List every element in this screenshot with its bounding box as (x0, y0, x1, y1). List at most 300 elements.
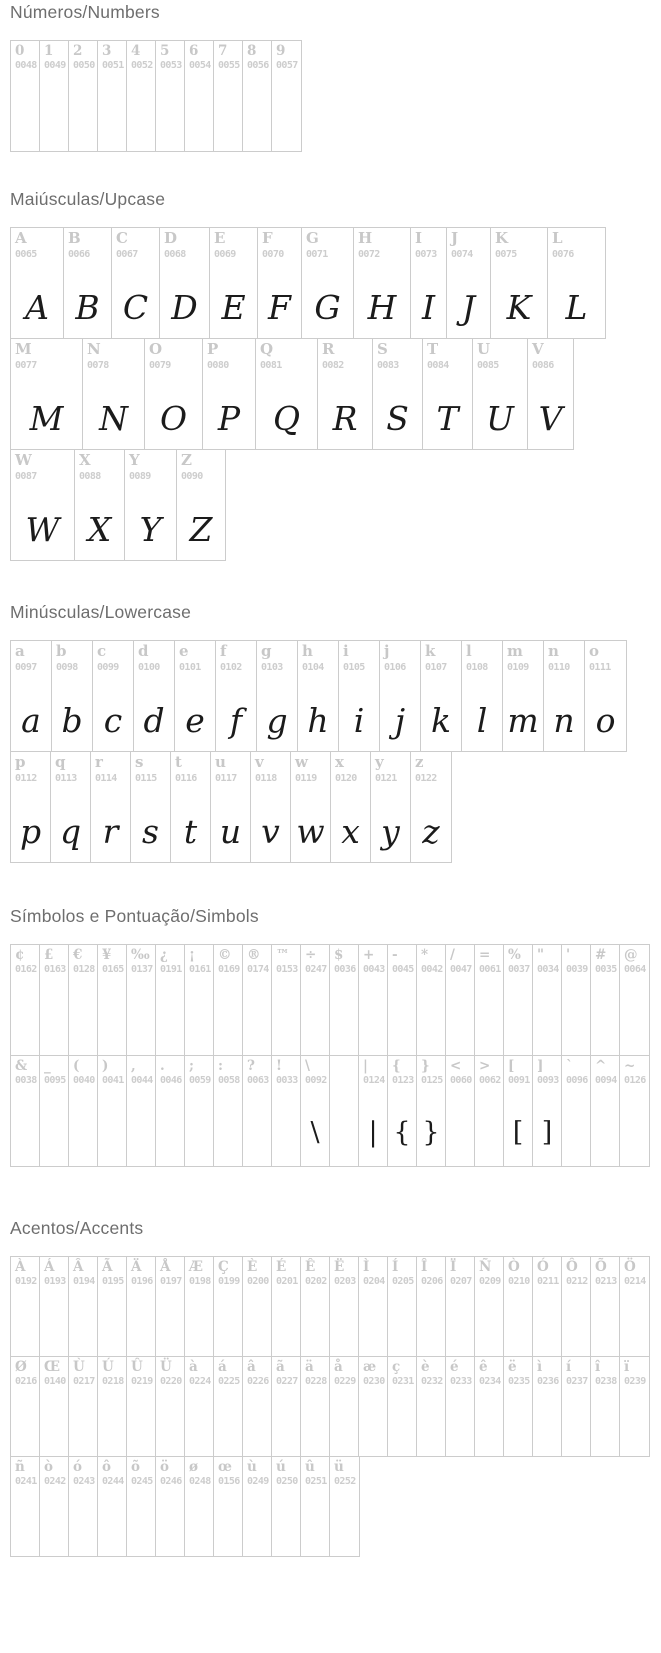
glyph-cell-code: 0096 (566, 1075, 588, 1087)
glyph-cell (620, 945, 649, 1055)
glyph-preview: V (538, 399, 563, 438)
glyph-preview: D (171, 288, 198, 327)
glyph-cell (411, 752, 451, 862)
glyph-cell-char: [ (508, 1058, 515, 1074)
glyph-cell (371, 752, 411, 862)
glyph-cell-code: 0200 (247, 1276, 269, 1288)
glyph-cell (591, 1357, 620, 1456)
glyph-cell (69, 1357, 98, 1456)
glyph-cell-code: 0249 (247, 1476, 269, 1488)
glyph-cell-char: å (334, 1359, 343, 1375)
glyph-cell (446, 1056, 475, 1166)
glyph-cell (69, 1457, 98, 1556)
glyph-cell (620, 1056, 649, 1166)
glyph-cell (301, 1257, 330, 1356)
glyph-preview: h (307, 701, 329, 740)
glyph-cell-char: j (384, 642, 390, 660)
glyph-cell-code: 0226 (247, 1376, 269, 1388)
glyph-cell-char: b (56, 642, 67, 660)
glyph-preview: Q (272, 399, 301, 438)
glyph-cell (69, 41, 98, 151)
glyph-preview: Z (189, 510, 213, 549)
glyph-cell-char: u (215, 753, 226, 771)
glyph-cell (272, 945, 301, 1055)
glyph-cell (185, 1357, 214, 1456)
glyph-preview: F (268, 288, 291, 327)
glyph-cell (533, 1357, 562, 1456)
glyph-cell (98, 1056, 127, 1166)
glyph-cell (160, 228, 210, 338)
glyph-cell-code: 0140 (44, 1376, 66, 1388)
glyph-preview: I (421, 288, 436, 327)
glyph-cell-char: * (421, 947, 429, 963)
glyph-cell (127, 41, 156, 151)
section-lowercase (10, 602, 651, 863)
glyph-cell-char: < (450, 1058, 462, 1074)
glyph-cell-code: 0224 (189, 1376, 211, 1388)
glyph-cell-code: 0227 (276, 1376, 298, 1388)
glyph-preview: o (595, 701, 616, 740)
glyph-cell-char: Ò (508, 1259, 520, 1275)
glyph-cell-char: € (73, 947, 83, 963)
glyph-cell-code: 0063 (247, 1075, 269, 1087)
glyph-cell (69, 1056, 98, 1166)
glyph-cell (112, 228, 160, 338)
glyph-cell (388, 1357, 417, 1456)
glyph-preview: j (394, 701, 406, 740)
glyph-cell-char: z (415, 753, 424, 771)
glyph-cell-char: J (451, 229, 459, 247)
glyph-cell-char: T (427, 340, 439, 358)
glyph-cell-code: 0236 (537, 1376, 559, 1388)
glyph-cell-char: 1 (44, 43, 54, 59)
glyph-cell-code: 0056 (247, 60, 269, 72)
glyph-preview: } (422, 1117, 440, 1148)
glyph-cell-code: 0064 (624, 964, 646, 976)
glyph-cell (127, 945, 156, 1055)
glyph-preview: U (486, 399, 514, 438)
glyph-cell (301, 1056, 330, 1166)
glyph-cell-char: ¿ (160, 947, 168, 963)
glyph-cell (591, 1257, 620, 1356)
glyph-preview: \ (310, 1117, 320, 1148)
glyph-cell-code: 0116 (175, 772, 197, 784)
glyph-cell (214, 1357, 243, 1456)
glyph-cell-char: H (358, 229, 373, 247)
glyph-cell-char: õ (131, 1459, 141, 1475)
glyph-cell-code: 0082 (322, 359, 344, 371)
glyph-cell-char: Û (131, 1359, 143, 1375)
glyph-cell-code: 0121 (375, 772, 397, 784)
glyph-preview: a (21, 701, 41, 740)
glyph-cell-char: c (97, 642, 107, 660)
glyph-cell (11, 945, 40, 1055)
glyph-cell-code: 0219 (131, 1376, 153, 1388)
glyph-cell-code: 0169 (218, 964, 240, 976)
glyph-cell-char: À (15, 1259, 26, 1275)
glyph-cell-code: 0036 (334, 964, 356, 976)
glyph-preview: g (266, 701, 288, 740)
glyph-cell (251, 752, 291, 862)
glyph-cell-code: 0087 (15, 470, 37, 482)
glyph-cell-code: 0085 (477, 359, 499, 371)
glyph-cell-code: 0126 (624, 1075, 646, 1087)
glyph-cell (411, 228, 447, 338)
glyph-cell-char: ^ (595, 1058, 607, 1074)
glyph-cell (64, 228, 112, 338)
glyph-cell (473, 339, 528, 449)
glyph-cell-code: 0128 (73, 964, 95, 976)
glyph-cell (423, 339, 473, 449)
glyph-grid (10, 227, 606, 561)
glyph-cell-code: 0074 (451, 248, 473, 260)
glyph-cell-code: 0047 (450, 964, 472, 976)
glyph-cell-char: W (15, 451, 32, 469)
glyph-row (10, 640, 627, 752)
glyph-cell-code: 0243 (73, 1476, 95, 1488)
glyph-cell-code: 0037 (508, 964, 530, 976)
glyph-cell (134, 641, 175, 751)
glyph-cell (98, 1257, 127, 1356)
glyph-cell-code: 0197 (160, 1276, 182, 1288)
glyph-preview: [ (512, 1117, 524, 1148)
glyph-cell-char: Ñ (479, 1259, 492, 1275)
glyph-cell (533, 1257, 562, 1356)
glyph-cell-code: 0199 (218, 1276, 240, 1288)
glyph-cell-char: Õ (595, 1259, 607, 1275)
glyph-cell-code: 0093 (537, 1075, 559, 1087)
glyph-cell-char: ä (305, 1359, 314, 1375)
glyph-cell-char: ™ (276, 947, 290, 963)
glyph-cell-code: 0216 (15, 1376, 37, 1388)
glyph-cell-code: 0252 (334, 1476, 356, 1488)
glyph-cell (503, 641, 544, 751)
glyph-cell-char: I (415, 229, 423, 247)
glyph-cell (417, 1056, 446, 1166)
glyph-cell-char: Ç (218, 1259, 229, 1275)
glyph-preview: J (461, 288, 476, 327)
glyph-cell (330, 1257, 359, 1356)
glyph-preview: T (436, 399, 459, 438)
section-title: Acentos/Accents (10, 1218, 144, 1238)
glyph-cell-char: Ö (624, 1259, 636, 1275)
glyph-cell (127, 1257, 156, 1356)
glyph-row (10, 1357, 650, 1457)
glyph-cell-char: t (175, 753, 182, 771)
glyph-cell-char: Ô (566, 1259, 578, 1275)
glyph-cell (243, 1357, 272, 1456)
glyph-cell (40, 1257, 69, 1356)
glyph-cell-code: 0233 (450, 1376, 472, 1388)
glyph-preview: k (431, 701, 451, 740)
glyph-cell-code: 0059 (189, 1075, 211, 1087)
glyph-cell-code: 0246 (160, 1476, 182, 1488)
glyph-cell-char: ) (102, 1058, 109, 1074)
glyph-cell-char: " (537, 947, 545, 963)
glyph-cell (11, 339, 83, 449)
glyph-cell-code: 0232 (421, 1376, 443, 1388)
glyph-cell (359, 945, 388, 1055)
section-title: Símbolos e Pontuação/Simbols (10, 906, 259, 926)
glyph-cell-code: 0067 (116, 248, 138, 260)
glyph-cell-code: 0080 (207, 359, 229, 371)
glyph-cell-code: 0088 (79, 470, 101, 482)
glyph-row (10, 339, 574, 450)
glyph-cell (354, 228, 411, 338)
glyph-cell-code: 0201 (276, 1276, 298, 1288)
glyph-cell-char: @ (624, 947, 638, 963)
glyph-cell (185, 41, 214, 151)
glyph-cell-char: á (218, 1359, 227, 1375)
glyph-cell (548, 228, 605, 338)
glyph-cell-code: 0195 (102, 1276, 124, 1288)
glyph-cell (562, 945, 591, 1055)
glyph-cell (40, 1056, 69, 1166)
glyph-cell (216, 641, 257, 751)
glyph-cell-char: > (479, 1058, 491, 1074)
glyph-cell-char: X (79, 451, 91, 469)
glyph-cell (69, 1257, 98, 1356)
glyph-cell-char: Ü (160, 1359, 172, 1375)
glyph-cell-code: 0234 (479, 1376, 501, 1388)
glyph-preview: z (422, 812, 440, 851)
glyph-cell (214, 1056, 243, 1166)
glyph-cell-char: 8 (247, 43, 257, 59)
glyph-cell (291, 752, 331, 862)
glyph-preview: L (565, 288, 588, 327)
glyph-cell-char: ® (247, 947, 261, 963)
glyph-cell-char: V (532, 340, 544, 358)
glyph-cell-code: 0079 (149, 359, 171, 371)
glyph-cell-code: 0125 (421, 1075, 443, 1087)
glyph-cell-code: 0065 (15, 248, 37, 260)
glyph-cell (475, 1257, 504, 1356)
glyph-preview: | (368, 1117, 378, 1148)
glyph-cell-code: 0054 (189, 60, 211, 72)
glyph-cell (330, 945, 359, 1055)
glyph-cell (83, 339, 145, 449)
glyph-cell-code: 0092 (305, 1075, 327, 1087)
glyph-cell-code: 0041 (102, 1075, 124, 1087)
glyph-cell-code: 0229 (334, 1376, 356, 1388)
glyph-cell-char: Â (73, 1259, 84, 1275)
glyph-cell (298, 641, 339, 751)
glyph-cell-char: è (421, 1359, 430, 1375)
glyph-cell-code: 0062 (479, 1075, 501, 1087)
glyph-cell-code: 0191 (160, 964, 182, 976)
glyph-row (10, 944, 650, 1056)
glyph-cell-code: 0198 (189, 1276, 211, 1288)
glyph-cell-code: 0228 (305, 1376, 327, 1388)
glyph-cell-code: 0244 (102, 1476, 124, 1488)
glyph-cell-code: 0218 (102, 1376, 124, 1388)
glyph-cell-code: 0241 (15, 1476, 37, 1488)
glyph-cell (243, 1056, 272, 1166)
glyph-cell (301, 1457, 330, 1556)
glyph-cell-code: 0043 (363, 964, 385, 976)
glyph-cell-code: 0118 (255, 772, 277, 784)
glyph-preview: S (386, 399, 409, 438)
glyph-cell-char: Ø (15, 1359, 27, 1375)
glyph-cell-char: a (15, 642, 25, 660)
glyph-cell (145, 339, 203, 449)
glyph-cell-char: Î (421, 1259, 428, 1275)
glyph-cell-code: 0040 (73, 1075, 95, 1087)
glyph-cell (272, 1457, 301, 1556)
glyph-cell (544, 641, 585, 751)
glyph-cell-char: i (343, 642, 349, 660)
glyph-cell-code: 0095 (44, 1075, 66, 1087)
glyph-cell-code: 0110 (548, 661, 570, 673)
glyph-cell (214, 945, 243, 1055)
glyph-cell (331, 752, 371, 862)
glyph-preview: i (353, 701, 365, 740)
glyph-cell-code: 0247 (305, 964, 327, 976)
glyph-cell-char: $ (334, 947, 344, 963)
glyph-cell (491, 228, 548, 338)
glyph-cell-code: 0114 (95, 772, 117, 784)
glyph-cell-code: 0115 (135, 772, 157, 784)
glyph-cell (185, 945, 214, 1055)
glyph-cell-char: L (552, 229, 563, 247)
glyph-cell-char: Í (392, 1259, 399, 1275)
glyph-cell-char: 0 (15, 43, 25, 59)
glyph-cell (51, 752, 91, 862)
glyph-cell-char: N (87, 340, 101, 358)
glyph-cell (214, 1257, 243, 1356)
glyph-cell (504, 1056, 533, 1166)
glyph-cell (302, 228, 354, 338)
glyph-cell-char: o (589, 642, 600, 660)
glyph-cell-code: 0109 (507, 661, 529, 673)
glyph-cell (214, 41, 243, 151)
glyph-cell-char: D (164, 229, 178, 247)
glyph-cell (301, 945, 330, 1055)
glyph-preview: u (219, 812, 242, 851)
glyph-cell (156, 1457, 185, 1556)
glyph-cell-code: 0102 (220, 661, 242, 673)
glyph-cell-code: 0220 (160, 1376, 182, 1388)
glyph-cell-char: v (255, 753, 264, 771)
glyph-cell-code: 0196 (131, 1276, 153, 1288)
glyph-preview: l (476, 701, 488, 740)
glyph-cell-code: 0076 (552, 248, 574, 260)
glyph-cell (211, 752, 251, 862)
glyph-cell-char: F (262, 229, 273, 247)
glyph-cell (533, 945, 562, 1055)
glyph-cell-code: 0098 (56, 661, 78, 673)
glyph-cell-code: 0194 (73, 1276, 95, 1288)
glyph-cell-char: - (392, 947, 398, 963)
glyph-cell-code: 0113 (55, 772, 77, 784)
glyph-cell-code: 0163 (44, 964, 66, 976)
glyph-cell (301, 1357, 330, 1456)
glyph-preview: x (341, 812, 360, 851)
glyph-cell-char: # (595, 947, 607, 963)
glyph-cell (417, 945, 446, 1055)
glyph-cell (210, 228, 258, 338)
glyph-grid (10, 944, 650, 1167)
glyph-cell-code: 0086 (532, 359, 554, 371)
glyph-cell-code: 0239 (624, 1376, 646, 1388)
glyph-cell-code: 0081 (260, 359, 282, 371)
glyph-cell-code: 0057 (276, 60, 298, 72)
glyph-preview: M (29, 399, 64, 438)
glyph-preview: O (159, 399, 188, 438)
glyph-cell-code: 0094 (595, 1075, 617, 1087)
glyph-cell (75, 450, 125, 560)
glyph-cell-code: 0193 (44, 1276, 66, 1288)
glyph-preview: { (393, 1117, 411, 1148)
glyph-cell-char: í (566, 1359, 572, 1375)
section-title: Números/Numbers (10, 2, 160, 22)
glyph-preview: E (221, 288, 246, 327)
section-numbers (10, 2, 651, 152)
glyph-cell-char: _ (44, 1058, 51, 1074)
glyph-cell-code: 0089 (129, 470, 151, 482)
glyph-cell-char: â (247, 1359, 256, 1375)
glyph-cell-code: 0162 (15, 964, 37, 976)
glyph-cell-code: 0071 (306, 248, 328, 260)
glyph-cell-char: ¡ (189, 947, 195, 963)
glyph-cell (339, 641, 380, 751)
glyph-cell (125, 450, 177, 560)
glyph-cell-char: { (392, 1058, 401, 1074)
glyph-cell (40, 1457, 69, 1556)
glyph-cell-code: 0123 (392, 1075, 414, 1087)
glyph-cell-char: , (131, 1058, 136, 1074)
glyph-cell (256, 339, 318, 449)
glyph-cell-code: 0061 (479, 964, 501, 976)
glyph-preview: y (381, 812, 400, 851)
glyph-cell-code: 0205 (392, 1276, 414, 1288)
glyph-cell-char: l (466, 642, 472, 660)
glyph-cell (504, 945, 533, 1055)
glyph-cell-char: œ (218, 1459, 232, 1475)
glyph-cell-char: û (305, 1459, 315, 1475)
glyph-cell (258, 228, 302, 338)
section-title: Minúsculas/Lowercase (10, 602, 192, 622)
glyph-cell-char: Œ (44, 1359, 60, 1375)
glyph-cell-char: = (479, 947, 491, 963)
glyph-cell (446, 1257, 475, 1356)
glyph-cell-char: 3 (102, 43, 112, 59)
glyph-cell-char: ô (102, 1459, 112, 1475)
glyph-cell-code: 0213 (595, 1276, 617, 1288)
glyph-cell-char: ÷ (305, 947, 317, 963)
glyph-cell (373, 339, 423, 449)
glyph-cell-char: p (15, 753, 26, 771)
glyph-cell-code: 0072 (358, 248, 380, 260)
glyph-cell-code: 0248 (189, 1476, 211, 1488)
glyph-cell-code: 0250 (276, 1476, 298, 1488)
glyph-cell-char: y (375, 753, 384, 771)
glyph-cell-code: 0245 (131, 1476, 153, 1488)
glyph-cell-code: 0161 (189, 964, 211, 976)
glyph-cell-char: s (135, 753, 144, 771)
section-accents (10, 1218, 651, 1557)
glyph-cell (380, 641, 421, 751)
glyph-cell-char: 6 (189, 43, 199, 59)
glyph-cell-code: 0107 (425, 661, 447, 673)
glyph-cell-char: ì (537, 1359, 543, 1375)
glyph-row (10, 1056, 650, 1167)
glyph-cell (272, 1357, 301, 1456)
glyph-cell-code: 0077 (15, 359, 37, 371)
glyph-row (10, 40, 302, 152)
glyph-cell-char: / (450, 947, 455, 963)
glyph-cell-code: 0251 (305, 1476, 327, 1488)
